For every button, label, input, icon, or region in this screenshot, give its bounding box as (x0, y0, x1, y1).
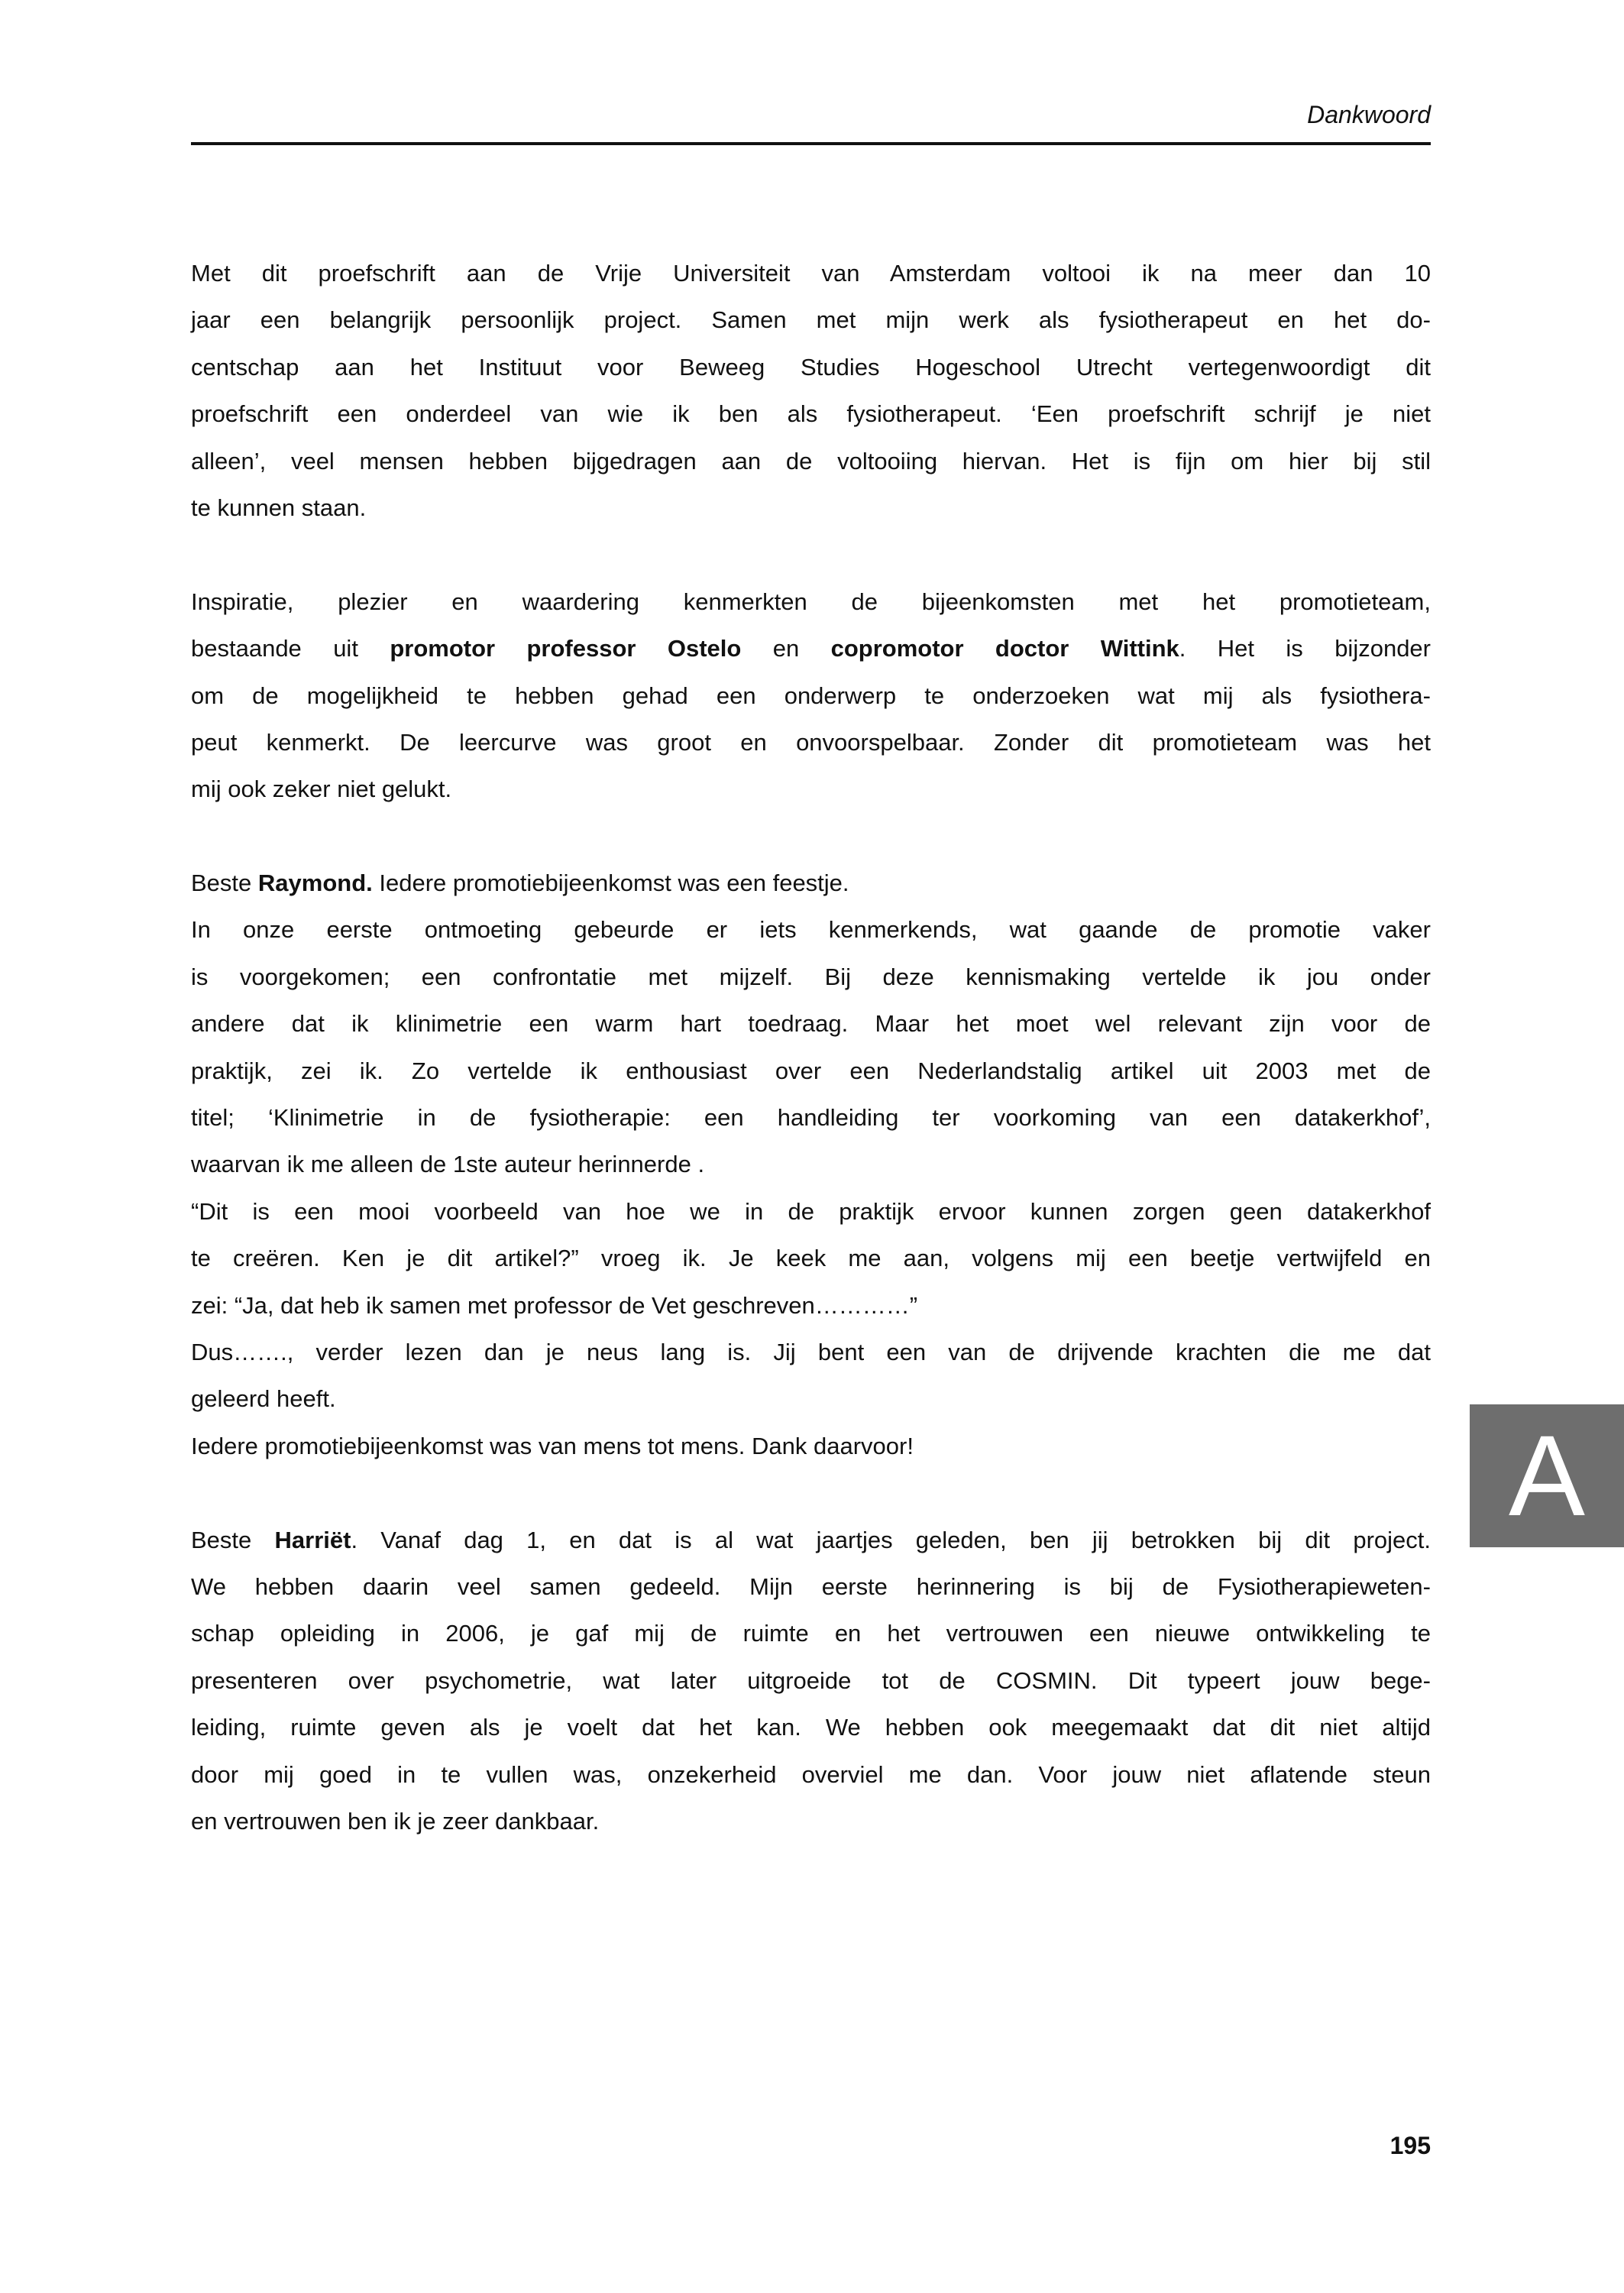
text-line (191, 1751, 1431, 1798)
text-line (191, 1235, 1431, 1281)
bold-name: Raymond. (257, 870, 373, 897)
text-line (191, 625, 1431, 672)
text-run: te creëren. Ken je dit artikel?” vroeg ik. Je keek me aan, volgens mij een beetje vertwijfeld en (191, 1245, 1431, 1272)
text-run: waarvan ik me alleen de 1ste auteur herinnerde . (191, 1151, 705, 1178)
text-line (191, 1375, 1431, 1422)
text-line (191, 578, 1431, 625)
text-run: proefschrift een onderdeel van wie ik ben als fysiotherapeut. ‘Een proefschrift schrijf je niet (191, 400, 1431, 428)
text-line (191, 1329, 1431, 1375)
text-run: en (741, 635, 831, 662)
text-line (191, 1704, 1431, 1751)
text-line (191, 1423, 1431, 1469)
text-run: Dus……., verder lezen dan je neus lang is. Jij bent een van de drijvende krachten die me dat (191, 1338, 1431, 1365)
text-run: We hebben daarin veel samen gedeeld. Mijn eerste herinnering is bij de Fysiotherapieweten- (191, 1572, 1431, 1600)
text-run: mij ook zeker niet gelukt. (191, 776, 452, 803)
text-run: bestaande uit (191, 635, 390, 662)
text-line (191, 390, 1431, 437)
paragraph (191, 860, 1431, 1469)
text-line (191, 1141, 1431, 1187)
bold-name: copromotor doctor Wittink (830, 635, 1179, 662)
text-line (191, 860, 1431, 906)
text-run: Beste (191, 870, 258, 897)
appendix-thumb-tab: A (1470, 1404, 1624, 1547)
text-line (191, 438, 1431, 484)
text-line (191, 719, 1431, 766)
text-line (191, 1657, 1431, 1704)
text-line (191, 1048, 1431, 1094)
text-line (191, 1563, 1431, 1610)
text-run: presenteren over psychometrie, wat later uitgroeide tot de COSMIN. Dit typeert jouw bege- (191, 1666, 1431, 1694)
text-run: . Het is bijzonder (1179, 635, 1431, 662)
text-line (191, 1094, 1431, 1141)
text-run: is voorgekomen; een confrontatie met mijzelf. Bij deze kennismaking vertelde ik jou onder (191, 963, 1431, 990)
text-run: te kunnen staan. (191, 494, 367, 521)
text-run: geleerd heeft. (191, 1385, 336, 1413)
text-line (191, 1000, 1431, 1047)
text-run: jaar een belangrijk persoonlijk project. Samen met mijn werk als fysiotherapeut en het do- (191, 306, 1431, 334)
paragraph (191, 578, 1431, 813)
text-run: titel; ‘Klinimetrie in de fysiotherapie: een handleiding ter voorkoming van een datakerkhof’, (191, 1104, 1431, 1132)
text-line (191, 672, 1431, 719)
text-line (191, 296, 1431, 343)
text-run: Met dit proefschrift aan de Vrije Universiteit van Amsterdam voltooi ik na meer dan 10 (191, 260, 1431, 287)
paragraph (191, 250, 1431, 531)
text-run: door mij goed in te vullen was, onzekerheid overviel me dan. Voor jouw niet aflatende steun (191, 1760, 1431, 1788)
text-line (191, 766, 1431, 812)
text-line (191, 906, 1431, 953)
text-line (191, 344, 1431, 390)
text-run: leiding, ruimte geven als je voelt dat het kan. We hebben ook meegemaakt dat dit niet altijd (191, 1714, 1431, 1741)
text-run: en vertrouwen ben ik je zeer dankbaar. (191, 1807, 600, 1835)
body-text (191, 250, 1431, 1892)
text-run: Inspiratie, plezier en waardering kenmerkten de bijeenkomsten met het promotieteam, (191, 588, 1431, 615)
text-line (191, 1798, 1431, 1844)
text-run: peut kenmerkt. De leercurve was groot en onvoorspelbaar. Zonder dit promotieteam was het (191, 728, 1431, 756)
text-line (191, 484, 1431, 531)
text-line (191, 954, 1431, 1000)
bold-name: promotor professor Ostelo (390, 635, 742, 662)
text-run: om de mogelijkheid te hebben gehad een onderwerp te onderzoeken wat mij als fysiothera- (191, 682, 1431, 709)
text-run: praktijk, zei ik. Zo vertelde ik enthousiast over een Nederlandstalig artikel uit 2003 met de (191, 1057, 1431, 1084)
paragraph (191, 1517, 1431, 1845)
text-run: Beste (191, 1526, 275, 1553)
text-line (191, 250, 1431, 296)
page-number: 195 (1389, 2132, 1431, 2159)
text-run: “Dit is een mooi voorbeeld van hoe we in de praktijk ervoor kunnen zorgen geen datakerkhof (191, 1197, 1431, 1225)
text-run: alleen’, veel mensen hebben bijgedragen aan de voltooiing hiervan. Het is fijn om hier bij stil (191, 447, 1431, 474)
text-line (191, 1610, 1431, 1657)
text-run: zei: “Ja, dat heb ik samen met professor de Vet geschreven…………” (191, 1291, 918, 1319)
text-line (191, 1517, 1431, 1563)
text-line (191, 1282, 1431, 1329)
text-run: Iedere promotiebijeenkomst was van mens tot mens. Dank daarvoor! (191, 1432, 914, 1459)
bold-name: Harriët (274, 1526, 351, 1553)
text-run: centschap aan het Instituut voor Beweeg Studies Hogeschool Utrecht vertegenwoordigt dit (191, 353, 1431, 381)
header-rule (191, 142, 1431, 145)
text-run: Iedere promotiebijeenkomst was een feestje. (372, 870, 849, 897)
text-line (191, 1188, 1431, 1235)
text-run: . Vanaf dag 1, en dat is al wat jaartjes geleden, ben jij betrokken bij dit project. (351, 1526, 1431, 1553)
text-run: andere dat ik klinimetrie een warm hart toedraag. Maar het moet wel relevant zijn voor de (191, 1010, 1431, 1038)
running-head-title: Dankwoord (1307, 101, 1431, 128)
text-run: schap opleiding in 2006, je gaf mij de ruimte en het vertrouwen een nieuwe ontwikkeling te (191, 1620, 1431, 1647)
text-run: In onze eerste ontmoeting gebeurde er iets kenmerkends, wat gaande de promotie vaker (191, 916, 1431, 944)
